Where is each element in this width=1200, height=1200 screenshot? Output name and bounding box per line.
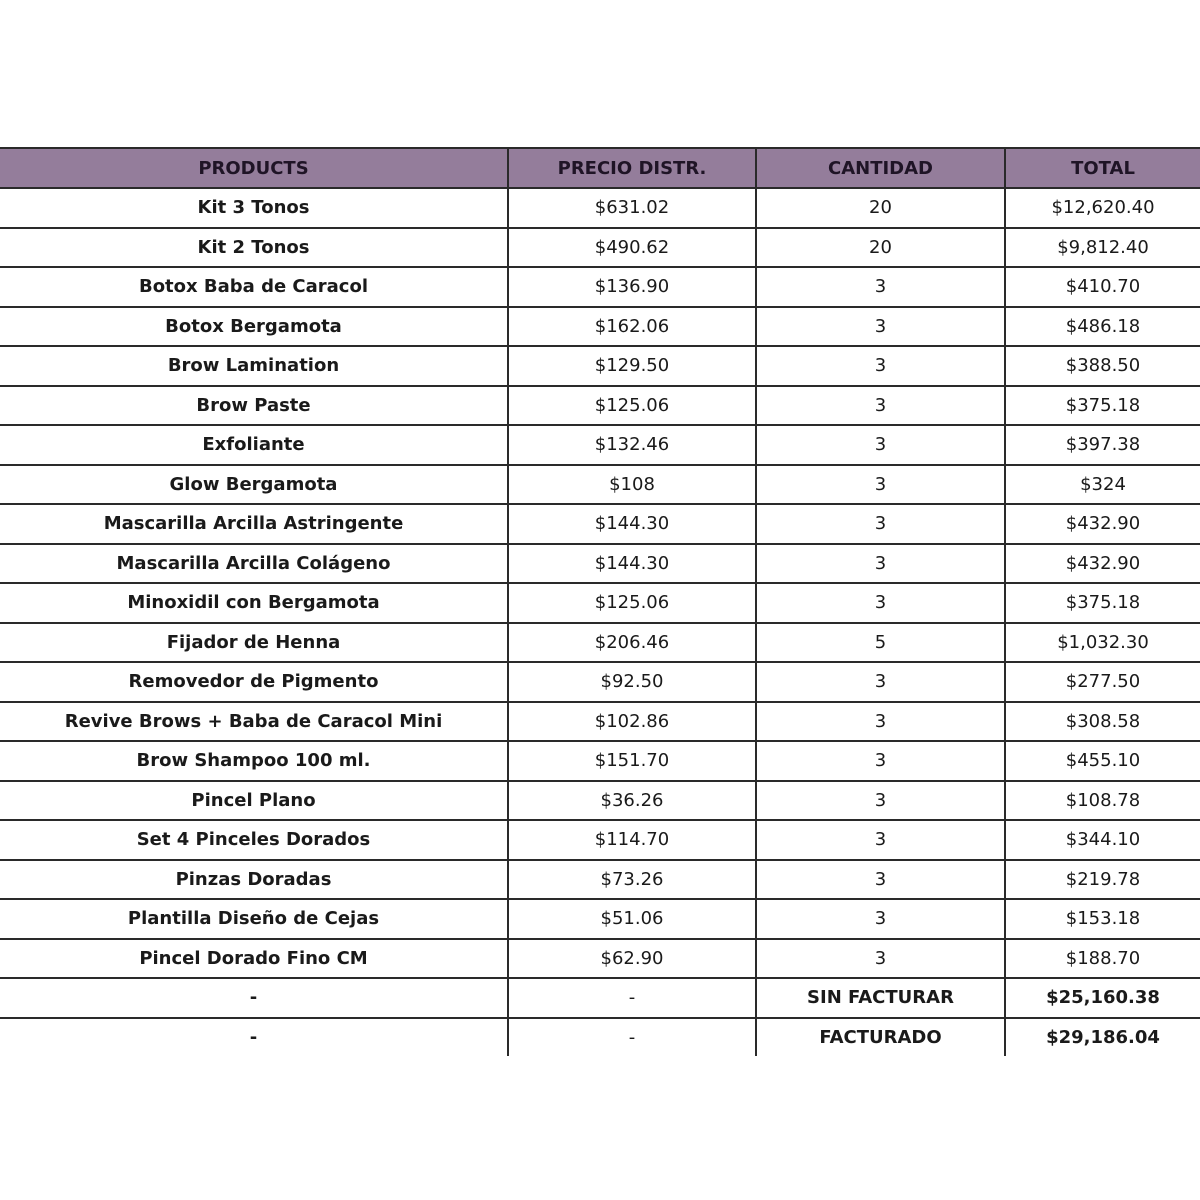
table-row <box>0 386 1200 426</box>
price-cell: $129.50 <box>508 346 756 386</box>
quantity-cell: 3 <box>756 425 1005 465</box>
summary-label: FACTURADO <box>756 1018 1005 1057</box>
header-total: TOTAL <box>1005 148 1200 188</box>
summary-row <box>0 1018 1200 1057</box>
table-row <box>0 741 1200 781</box>
quantity-cell: 3 <box>756 702 1005 742</box>
quantity-cell: 3 <box>756 346 1005 386</box>
price-cell: $136.90 <box>508 267 756 307</box>
total-cell: $410.70 <box>1005 267 1200 307</box>
summary-row <box>0 978 1200 1018</box>
total-cell: $397.38 <box>1005 425 1200 465</box>
price-cell: $73.26 <box>508 860 756 900</box>
total-cell: $324 <box>1005 465 1200 505</box>
quantity-cell: 3 <box>756 662 1005 702</box>
price-cell: $162.06 <box>508 307 756 347</box>
price-cell: $631.02 <box>508 188 756 228</box>
price-cell: $92.50 <box>508 662 756 702</box>
product-name-cell: Plantilla Diseño de Cejas <box>0 899 508 939</box>
summary-amount: $25,160.38 <box>1005 978 1200 1018</box>
total-cell: $455.10 <box>1005 741 1200 781</box>
total-cell: $432.90 <box>1005 544 1200 584</box>
total-cell: $108.78 <box>1005 781 1200 821</box>
quantity-cell: 3 <box>756 781 1005 821</box>
quantity-cell: 3 <box>756 741 1005 781</box>
product-name-cell: Set 4 Pinceles Dorados <box>0 820 508 860</box>
price-cell: $108 <box>508 465 756 505</box>
summary-product-placeholder: - <box>0 978 508 1018</box>
total-cell: $375.18 <box>1005 583 1200 623</box>
price-cell: $132.46 <box>508 425 756 465</box>
summary-price-placeholder: - <box>508 1018 756 1057</box>
quantity-cell: 3 <box>756 544 1005 584</box>
total-cell: $1,032.30 <box>1005 623 1200 663</box>
total-cell: $432.90 <box>1005 504 1200 544</box>
product-name-cell: Revive Brows + Baba de Caracol Mini <box>0 702 508 742</box>
quantity-cell: 3 <box>756 820 1005 860</box>
price-cell: $62.90 <box>508 939 756 979</box>
quantity-cell: 3 <box>756 860 1005 900</box>
price-cell: $51.06 <box>508 899 756 939</box>
total-cell: $486.18 <box>1005 307 1200 347</box>
table-row <box>0 544 1200 584</box>
table-row <box>0 781 1200 821</box>
total-cell: $308.58 <box>1005 702 1200 742</box>
table-row <box>0 820 1200 860</box>
total-cell: $344.10 <box>1005 820 1200 860</box>
product-name-cell: Botox Baba de Caracol <box>0 267 508 307</box>
quantity-cell: 20 <box>756 228 1005 268</box>
quantity-cell: 20 <box>756 188 1005 228</box>
quantity-cell: 5 <box>756 623 1005 663</box>
price-cell: $114.70 <box>508 820 756 860</box>
table-row <box>0 504 1200 544</box>
product-name-cell: Glow Bergamota <box>0 465 508 505</box>
price-cell: $144.30 <box>508 504 756 544</box>
summary-price-placeholder: - <box>508 978 756 1018</box>
product-name-cell: Botox Bergamota <box>0 307 508 347</box>
product-name-cell: Kit 3 Tonos <box>0 188 508 228</box>
price-table <box>0 147 1200 1056</box>
quantity-cell: 3 <box>756 465 1005 505</box>
total-cell: $277.50 <box>1005 662 1200 702</box>
quantity-cell: 3 <box>756 386 1005 426</box>
product-name-cell: Pinzas Doradas <box>0 860 508 900</box>
product-name-cell: Exfoliante <box>0 425 508 465</box>
table-row <box>0 860 1200 900</box>
table-row <box>0 702 1200 742</box>
quantity-cell: 3 <box>756 307 1005 347</box>
total-cell: $12,620.40 <box>1005 188 1200 228</box>
total-cell: $219.78 <box>1005 860 1200 900</box>
table-row <box>0 307 1200 347</box>
price-cell: $36.26 <box>508 781 756 821</box>
price-cell: $144.30 <box>508 544 756 584</box>
table-row <box>0 346 1200 386</box>
price-cell: $102.86 <box>508 702 756 742</box>
total-cell: $388.50 <box>1005 346 1200 386</box>
product-name-cell: Mascarilla Arcilla Astringente <box>0 504 508 544</box>
summary-product-placeholder: - <box>249 1026 258 1048</box>
product-name-cell: Minoxidil con Bergamota <box>0 583 508 623</box>
price-cell: $206.46 <box>508 623 756 663</box>
total-cell: $188.70 <box>1005 939 1200 979</box>
table-row <box>0 228 1200 268</box>
product-name-cell: Mascarilla Arcilla Colágeno <box>0 544 508 584</box>
summary-amount: $29,186.04 <box>1005 1018 1200 1057</box>
price-cell: $125.06 <box>508 583 756 623</box>
table-row <box>0 583 1200 623</box>
product-name-cell: Brow Lamination <box>0 346 508 386</box>
price-cell: $490.62 <box>508 228 756 268</box>
table-row <box>0 662 1200 702</box>
header-products: PRODUCTS <box>0 148 508 188</box>
quantity-cell: 3 <box>756 267 1005 307</box>
table-row <box>0 267 1200 307</box>
quantity-cell: 3 <box>756 939 1005 979</box>
table-row <box>0 939 1200 979</box>
quantity-cell: 3 <box>756 583 1005 623</box>
total-cell: $9,812.40 <box>1005 228 1200 268</box>
quantity-cell: 3 <box>756 899 1005 939</box>
product-name-cell: Pincel Dorado Fino CM <box>0 939 508 979</box>
table-body <box>0 188 1200 1056</box>
table-row <box>0 188 1200 228</box>
table-row <box>0 623 1200 663</box>
header-cantidad: CANTIDAD <box>756 148 1005 188</box>
product-name-cell: Removedor de Pigmento <box>0 662 508 702</box>
summary-label: SIN FACTURAR <box>756 978 1005 1018</box>
header-row <box>0 148 1200 188</box>
product-name-cell: Brow Paste <box>0 386 508 426</box>
total-cell: $153.18 <box>1005 899 1200 939</box>
price-cell: $125.06 <box>508 386 756 426</box>
table-row <box>0 899 1200 939</box>
table-row <box>0 425 1200 465</box>
table-row <box>0 465 1200 505</box>
product-name-cell: Brow Shampoo 100 ml. <box>0 741 508 781</box>
table-header <box>0 148 1200 188</box>
quantity-cell: 3 <box>756 504 1005 544</box>
product-name-cell: Fijador de Henna <box>0 623 508 663</box>
product-name-cell: Pincel Plano <box>0 781 508 821</box>
price-cell: $151.70 <box>508 741 756 781</box>
header-precio-distr: PRECIO DISTR. <box>508 148 756 188</box>
product-name-cell: Kit 2 Tonos <box>0 228 508 268</box>
total-cell: $375.18 <box>1005 386 1200 426</box>
